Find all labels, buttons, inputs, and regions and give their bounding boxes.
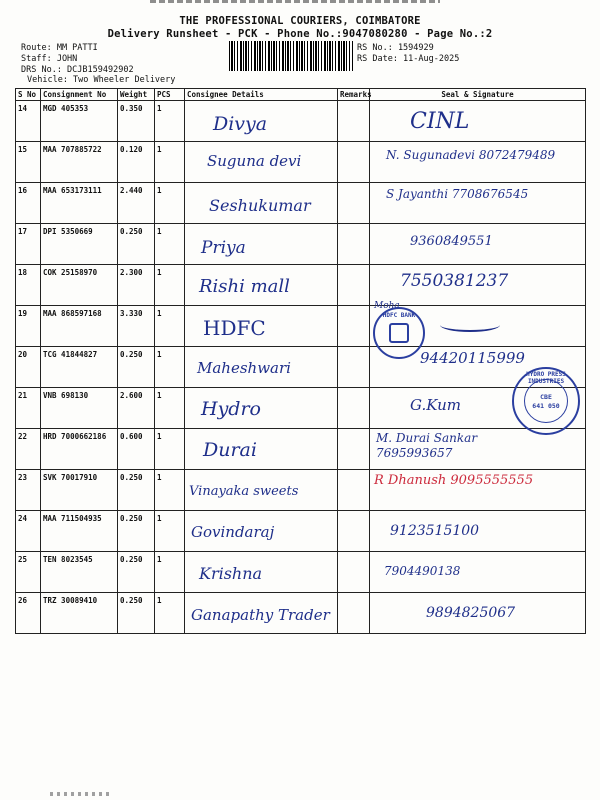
cell-signature	[370, 224, 586, 265]
consignee-handwriting: Suguna devi	[207, 152, 302, 170]
consignee-handwriting: Govindaraj	[191, 523, 275, 541]
cell-consignment: MAA 868597168	[41, 306, 118, 347]
cell-weight: 0.250	[118, 552, 155, 593]
cell-consignment: MAA 707885722	[41, 142, 118, 183]
col-remarks: Remarks	[338, 89, 370, 101]
cell-pcs: 1	[155, 388, 185, 429]
cell-remarks	[338, 101, 370, 142]
cell-remarks	[338, 593, 370, 634]
cell-pcs: 1	[155, 593, 185, 634]
bank-logo-icon	[389, 323, 409, 343]
seal-city: CBE	[540, 393, 552, 401]
signature-handwriting: R Dhanush 9095555555	[374, 473, 534, 488]
cell-sno: 15	[16, 142, 41, 183]
cell-consignee	[185, 101, 338, 142]
table-row	[16, 552, 586, 593]
cell-signature	[370, 265, 586, 306]
vehicle-label: Vehicle: Two Wheeler Delivery	[27, 75, 176, 85]
cell-consignment: MAA 653173111	[41, 183, 118, 224]
cell-pcs: 1	[155, 265, 185, 306]
cell-sno: 24	[16, 511, 41, 552]
cell-weight: 0.120	[118, 142, 155, 183]
cell-consignee	[185, 265, 338, 306]
runsheet-subtitle: Delivery Runsheet - PCK - Phone No.:9047080280 - Page No.:2	[107, 28, 493, 40]
bank-stamp-label: HDFC BANK	[382, 312, 416, 319]
table-row	[16, 347, 586, 388]
table-row	[16, 101, 586, 142]
cell-consignee	[185, 183, 338, 224]
consignee-handwriting: Seshukumar	[209, 196, 311, 215]
cell-consignee	[185, 429, 338, 470]
cell-weight: 0.350	[118, 101, 155, 142]
table-row	[16, 388, 586, 429]
table-header-row	[16, 89, 586, 101]
cell-remarks	[338, 224, 370, 265]
cell-consignee	[185, 142, 338, 183]
cell-weight: 0.600	[118, 429, 155, 470]
cell-consignment: DPI 5350669	[41, 224, 118, 265]
drs-number: DRS No.: DCJB159492902	[21, 65, 134, 75]
consignee-handwriting: Maheshwari	[197, 359, 291, 377]
table-row	[16, 429, 586, 470]
cell-consignee	[185, 306, 338, 347]
cell-consignee	[185, 224, 338, 265]
cell-remarks	[338, 265, 370, 306]
table-row	[16, 265, 586, 306]
cell-pcs: 1	[155, 429, 185, 470]
cell-pcs: 1	[155, 142, 185, 183]
col-consignee: Consignee Details	[185, 89, 338, 101]
cell-sno: 22	[16, 429, 41, 470]
company-title: THE PROFESSIONAL COURIERS, COIMBATORE	[179, 15, 421, 27]
cell-remarks	[338, 470, 370, 511]
delivery-table	[15, 88, 586, 634]
cell-signature	[370, 552, 586, 593]
signature-scribble	[440, 318, 500, 332]
signature-handwriting: 7550381237	[400, 271, 509, 291]
cell-sno: 25	[16, 552, 41, 593]
cell-sno: 23	[16, 470, 41, 511]
cell-consignee	[185, 511, 338, 552]
consignee-handwriting: HDFC	[203, 316, 266, 340]
rs-date: RS Date: 11-Aug-2025	[357, 54, 460, 64]
cell-weight: 2.300	[118, 265, 155, 306]
cell-signature	[370, 101, 586, 142]
cell-sno: 20	[16, 347, 41, 388]
table-row	[16, 511, 586, 552]
cell-sno: 26	[16, 593, 41, 634]
cell-consignee	[185, 593, 338, 634]
signature-handwriting: S Jayanthi 7708676545	[386, 187, 529, 201]
consignee-handwriting: Vinayaka sweets	[189, 484, 299, 499]
cell-weight: 0.250	[118, 511, 155, 552]
cell-consignment: COK 25158970	[41, 265, 118, 306]
cell-sno: 17	[16, 224, 41, 265]
cell-weight: 2.600	[118, 388, 155, 429]
cell-pcs: 1	[155, 347, 185, 388]
signature-handwriting: Moha	[374, 301, 400, 311]
cell-sno: 16	[16, 183, 41, 224]
route-label: Route: MM PATTI	[21, 43, 98, 53]
signature-handwriting: 94420115999	[420, 349, 525, 367]
col-pcs: PCS	[155, 89, 185, 101]
cell-remarks	[338, 429, 370, 470]
cell-signature	[370, 183, 586, 224]
col-signature: Seal & Signature	[370, 89, 586, 101]
col-consignment: Consignment No	[41, 89, 118, 101]
signature-handwriting: G.Kum	[410, 396, 461, 414]
consignee-handwriting: Krishna	[199, 564, 263, 583]
barcode	[229, 41, 353, 71]
table-row	[16, 470, 586, 511]
cell-remarks	[338, 552, 370, 593]
signature-handwriting: 9360849551	[410, 234, 493, 249]
cell-signature	[370, 429, 586, 470]
cell-pcs: 1	[155, 183, 185, 224]
cell-consignment: TRZ 30089410	[41, 593, 118, 634]
cell-consignment: MAA 711504935	[41, 511, 118, 552]
signature-handwriting: CINL	[410, 109, 470, 134]
cell-consignment: TCG 41844827	[41, 347, 118, 388]
cell-pcs: 1	[155, 511, 185, 552]
table-row	[16, 142, 586, 183]
cell-sno: 19	[16, 306, 41, 347]
cell-remarks	[338, 347, 370, 388]
cell-consignment: SVK 70017910	[41, 470, 118, 511]
table-row	[16, 593, 586, 634]
cell-consignment: HRD 7000662186	[41, 429, 118, 470]
consignee-handwriting: Priya	[201, 238, 246, 258]
consignee-handwriting: Durai	[203, 439, 257, 461]
rs-number: RS No.: 1594929	[357, 43, 434, 53]
cell-sno: 18	[16, 265, 41, 306]
cell-pcs: 1	[155, 306, 185, 347]
cell-remarks	[338, 388, 370, 429]
cell-pcs: 1	[155, 101, 185, 142]
cell-consignee	[185, 347, 338, 388]
table-row	[16, 183, 586, 224]
company-seal	[512, 367, 580, 435]
col-weight: Weight	[118, 89, 155, 101]
cell-remarks	[338, 511, 370, 552]
signature-handwriting: N. Sugunadevi 8072479489	[386, 148, 556, 162]
consignee-handwriting: Hydro	[201, 398, 261, 420]
cell-pcs: 1	[155, 552, 185, 593]
cell-pcs: 1	[155, 224, 185, 265]
signature-handwriting: 9894825067	[426, 605, 516, 621]
cell-consignee	[185, 388, 338, 429]
cell-signature	[370, 142, 586, 183]
cell-weight: 0.250	[118, 470, 155, 511]
cell-weight: 0.250	[118, 593, 155, 634]
table-row	[16, 306, 586, 347]
bank-stamp	[373, 307, 425, 359]
seal-pin: 641 050	[532, 402, 560, 410]
cell-sno: 21	[16, 388, 41, 429]
table-row	[16, 224, 586, 265]
consignee-handwriting: Rishi mall	[199, 276, 290, 297]
footer-mark	[50, 792, 110, 796]
seal-name: HYDRO PRESS INDUSTRIES	[526, 371, 566, 385]
consignee-handwriting: Ganapathy Trader	[191, 606, 330, 624]
cell-signature	[370, 470, 586, 511]
cell-weight: 2.440	[118, 183, 155, 224]
cell-remarks	[338, 306, 370, 347]
signature-handwriting: M. Durai Sankar 7695993657	[376, 431, 478, 460]
staff-label: Staff: JOHN	[21, 54, 78, 64]
cell-consignment: VNB 698130	[41, 388, 118, 429]
cell-remarks	[338, 183, 370, 224]
cell-pcs: 1	[155, 470, 185, 511]
cell-signature	[370, 511, 586, 552]
consignee-handwriting: Divya	[213, 113, 268, 135]
signature-handwriting: 9123515100	[390, 523, 480, 539]
cell-consignee	[185, 552, 338, 593]
cell-sno: 14	[16, 101, 41, 142]
cell-weight: 0.250	[118, 224, 155, 265]
cell-consignee	[185, 470, 338, 511]
torn-top-edge	[150, 0, 440, 3]
cell-weight: 0.250	[118, 347, 155, 388]
cell-consignment: MGD 405353	[41, 101, 118, 142]
cell-weight: 3.330	[118, 306, 155, 347]
signature-handwriting: 7904490138	[384, 564, 461, 578]
cell-signature	[370, 593, 586, 634]
col-sno: S No	[16, 89, 41, 101]
cell-remarks	[338, 142, 370, 183]
cell-consignment: TEN 8023545	[41, 552, 118, 593]
